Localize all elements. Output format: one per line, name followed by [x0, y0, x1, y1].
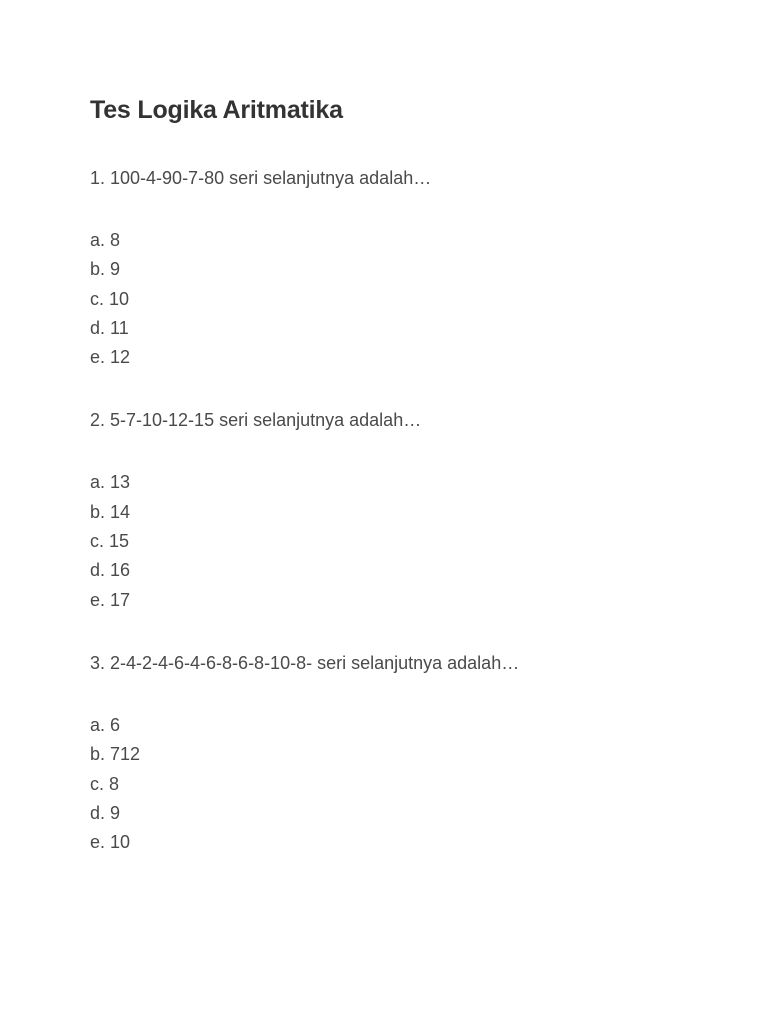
answer-option: a. 6 [90, 714, 121, 735]
document-page [90, 92, 730, 893]
question-3 [90, 651, 730, 857]
answer-option: b. 712 [90, 744, 141, 765]
answer-option: a. 8 [90, 230, 121, 250]
answer-option: d. 9 [90, 802, 121, 823]
answer-options [90, 226, 730, 372]
answer-option: d. 16 [90, 560, 131, 581]
answer-option: c. 15 [90, 531, 130, 552]
answer-option: d. 11 [90, 317, 129, 338]
question-1 [90, 166, 730, 372]
answer-options [90, 711, 730, 857]
answer-option: c. 10 [90, 288, 130, 309]
answer-option: e. 12 [90, 347, 131, 368]
answer-option: a. 13 [90, 472, 131, 493]
answer-option: b. 9 [90, 259, 121, 280]
answer-option: c. 8 [90, 773, 120, 794]
question-text: 2. 5-7-10-12-15 seri selanjutnya adalah… [90, 410, 422, 431]
document-title: Tes Logika Aritmatika [90, 96, 343, 124]
answer-option: e. 17 [90, 589, 131, 610]
question-text: 1. 100-4-90-7-80 seri selanjutnya adalah… [90, 168, 432, 188]
answer-options [90, 468, 730, 614]
answer-option: e. 10 [90, 832, 131, 853]
question-text: 3. 2-4-2-4-6-4-6-8-6-8-10-8- seri selanjutnya adalah… [90, 652, 520, 673]
question-2 [90, 408, 730, 614]
answer-option: b. 14 [90, 501, 131, 522]
